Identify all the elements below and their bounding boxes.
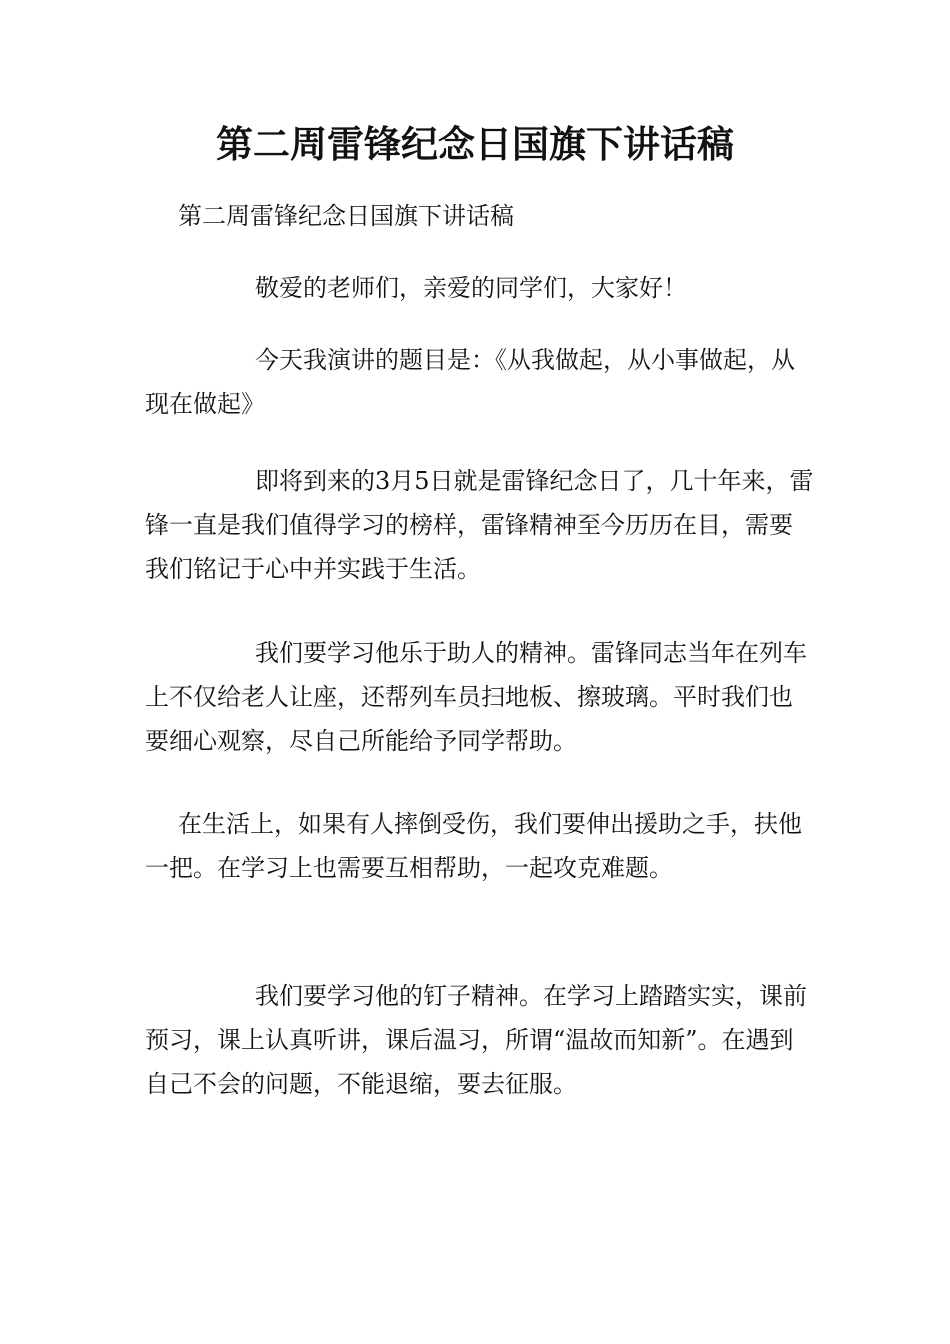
paragraph-helping: 我们要学习他乐于助人的精神。雷锋同志当年在列车上不仅给老人让座，还帮列车员扫地板、擦玻璃。平时我们也要细心观察，尽自己所能给予同学帮助。 — [145, 639, 807, 755]
paragraph-topic: 今天我演讲的题目是：《从我做起，从小事做起，从现在做起》 — [145, 346, 795, 418]
paragraph-intro: 即将到来的3月5日就是雷锋纪念日了，几十年来，雷锋一直是我们值得学习的榜样，雷锋精神至今历历在目，需要我们铭记于心中并实践于生活。 — [145, 467, 814, 583]
paragraph-nail-spirit: 我们要学习他的钉子精神。在学习上踏踏实实，课前预习，课上认真听讲，课后温习，所谓“温故而知新”。在遇到自己不会的问题，不能退缩，要去征服。 — [145, 982, 807, 1098]
paragraph-life: 在生活上，如果有人摔倒受伤，我们要伸出援助之手，扶他一把。在学习上也需要互相帮助，一起攻克难题。 — [145, 810, 802, 882]
paragraph-greeting: 敬爱的老师们，亲爱的同学们，大家好！ — [255, 274, 687, 302]
document-subtitle: 第二周雷锋纪念日国旗下讲话稿 — [178, 202, 514, 230]
document-title: 第二周雷锋纪念日国旗下讲话稿 — [216, 122, 734, 166]
